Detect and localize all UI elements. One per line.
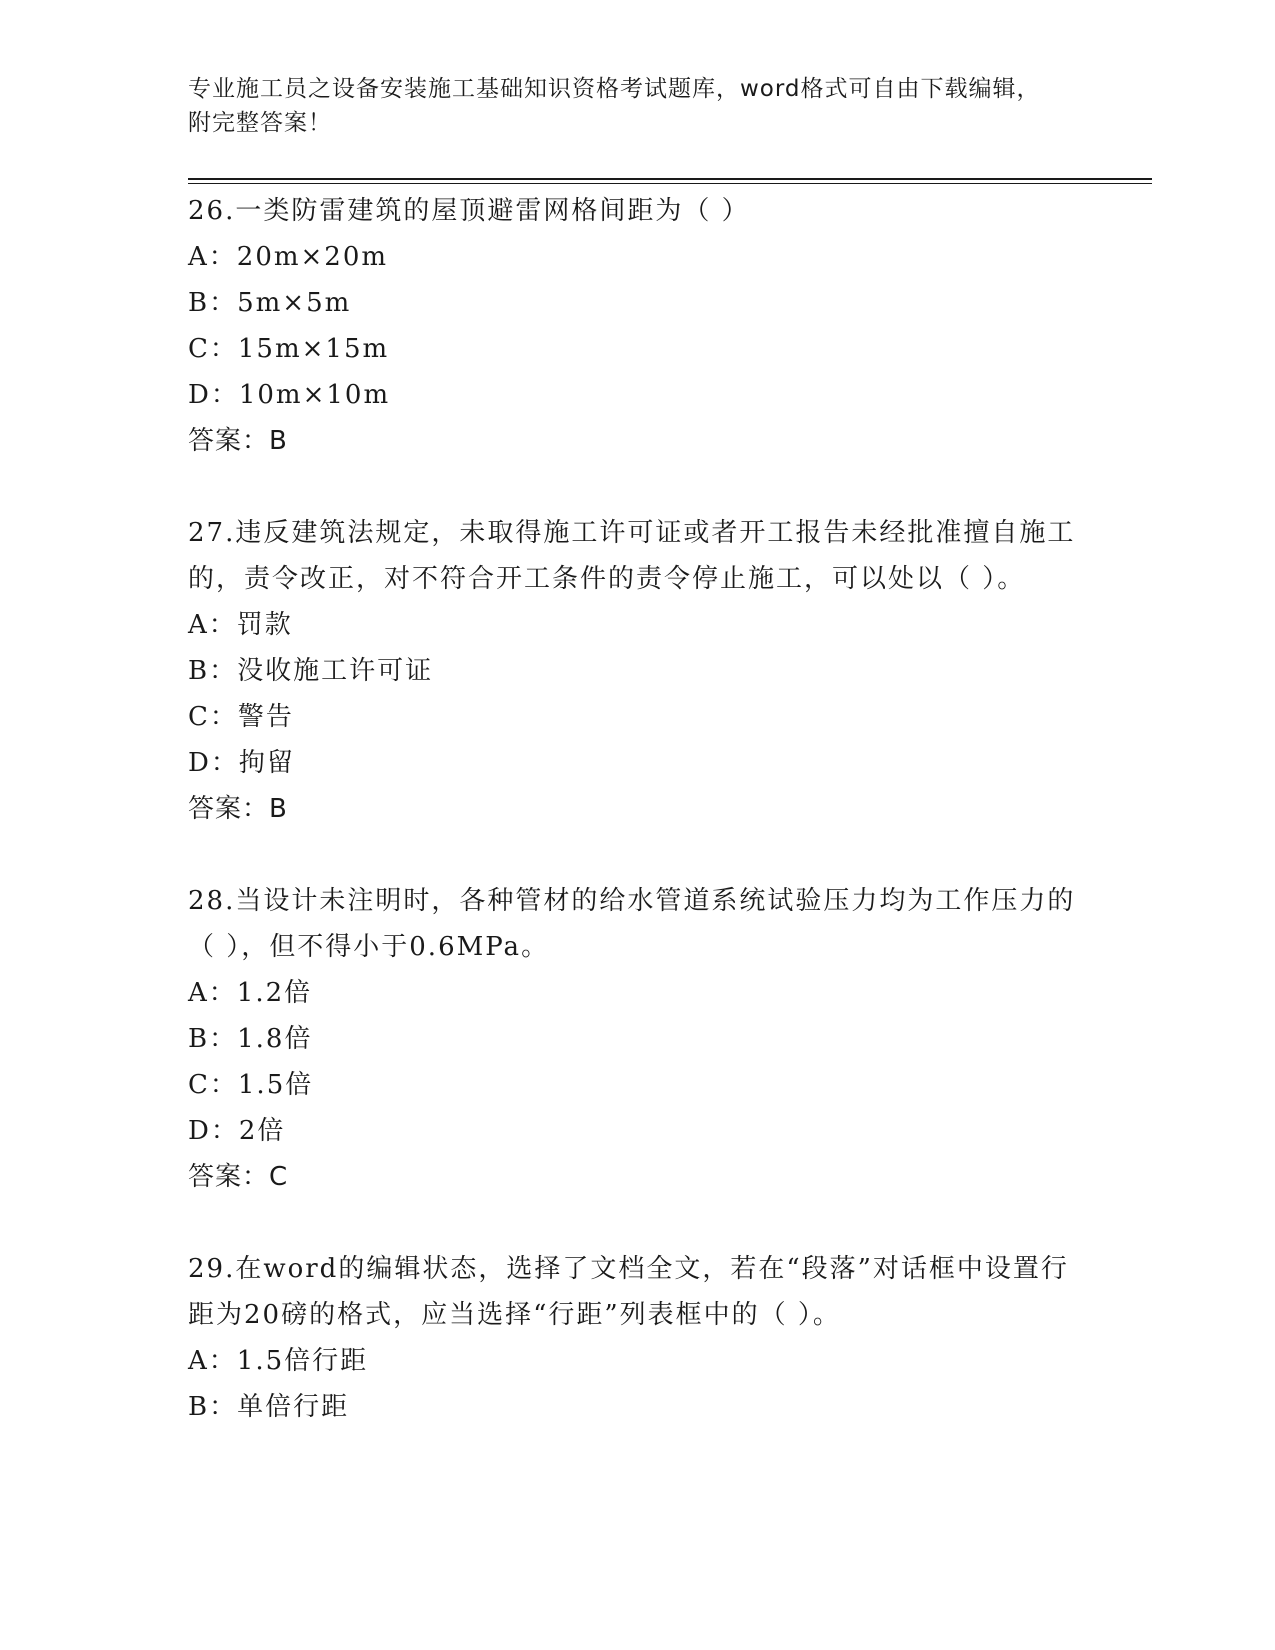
question-26 (188, 188, 1088, 464)
question-28 (188, 878, 1088, 1200)
document-header (188, 72, 1088, 140)
answer-line: 答案：B (188, 794, 288, 824)
option-d: D：10m×10m (188, 380, 391, 410)
option-c: C：1.5倍 (188, 1070, 314, 1100)
option-a: A：1.5倍行距 (188, 1346, 369, 1376)
option-c: C：警告 (188, 702, 294, 732)
header-line-1: 专业施工员之设备安装施工基础知识资格考试题库，word格式可自由下载编辑， (188, 76, 1041, 102)
question-text: 28.当设计未注明时，各种管材的给水管道系统试验压力均为工作压力的（ ），但不得小于0.6MPa。 (188, 886, 1076, 962)
option-b: B：没收施工许可证 (188, 656, 434, 686)
answer-line: 答案：B (188, 426, 288, 456)
option-d: D：2倍 (188, 1116, 286, 1146)
option-b: B：单倍行距 (188, 1392, 350, 1422)
header-divider-thin (188, 183, 1152, 184)
option-c: C：15m×15m (188, 334, 390, 364)
header-divider-thick (188, 178, 1152, 180)
option-d: D：拘留 (188, 748, 295, 778)
option-b: B：1.8倍 (188, 1024, 313, 1054)
option-a: A：20m×20m (188, 242, 389, 272)
question-list (188, 188, 1088, 1476)
option-a: A：罚款 (188, 610, 293, 640)
question-text: 29.在word的编辑状态，选择了文档全文，若在“段落”对话框中设置行距为20磅的格式，应当选择“行距”列表框中的（ ）。 (188, 1254, 1069, 1330)
question-29 (188, 1246, 1088, 1430)
option-a: A：1.2倍 (188, 978, 313, 1008)
answer-line: 答案：C (188, 1162, 289, 1192)
question-27 (188, 510, 1088, 832)
question-text: 26.一类防雷建筑的屋顶避雷网格间距为（ ） (188, 196, 750, 226)
question-text: 27.违反建筑法规定，未取得施工许可证或者开工报告未经批准擅自施工的，责令改正，对不符合开工条件的责令停止施工，可以处以（ ）。 (188, 518, 1076, 594)
option-b: B：5m×5m (188, 288, 352, 318)
header-line-2: 附完整答案！ (188, 110, 332, 136)
